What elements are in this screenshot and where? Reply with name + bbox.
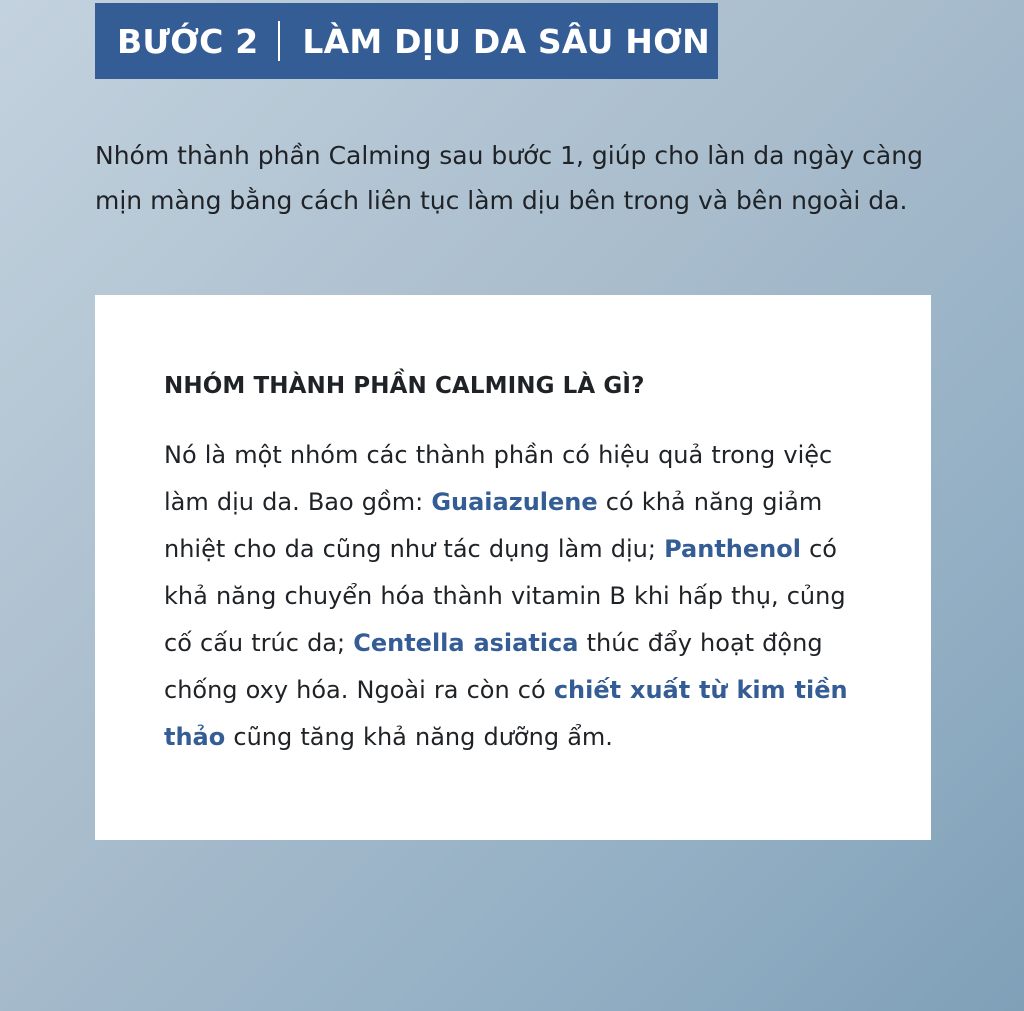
body-line-6	[164, 667, 863, 714]
info-card	[95, 295, 931, 840]
intro-line-1: Nhóm thành phần Calming sau bước 1, giúp cho làn da ngày càng	[95, 141, 923, 170]
body-text: cũng tăng khả năng dưỡng ẩm.	[225, 723, 613, 751]
body-text: thúc đẩy hoạt động	[578, 629, 823, 657]
ingredient-guaiazulene: Guaiazulene	[431, 488, 598, 516]
body-line-2	[164, 479, 863, 526]
body-text: làm dịu da. Bao gồm:	[164, 488, 432, 516]
step-banner	[95, 3, 718, 79]
body-text: có khả năng giảm	[597, 488, 823, 516]
ingredient-kim-tien-thao-part-1: chiết xuất từ kim tiền	[553, 676, 848, 704]
step-title: LÀM DỊU DA SÂU HƠN	[302, 21, 710, 61]
step-number: BƯỚC 2	[117, 21, 259, 61]
body-text: khả năng chuyển hóa thành vitamin B khi hấp thụ, củng	[164, 582, 846, 610]
body-text: chống oxy hóa. Ngoài ra còn có	[164, 676, 554, 704]
intro-text	[95, 133, 955, 223]
body-line-4	[164, 573, 863, 620]
ingredient-kim-tien-thao-part-2: thảo	[164, 723, 226, 751]
ingredient-centella-asiatica: Centella asiatica	[353, 629, 579, 657]
body-text: nhiệt cho da cũng như tác dụng làm dịu;	[164, 535, 665, 563]
card-body	[164, 432, 863, 761]
body-line-5	[164, 620, 863, 667]
card-heading: NHÓM THÀNH PHẦN CALMING LÀ GÌ?	[164, 373, 645, 399]
body-text: cố cấu trúc da;	[164, 629, 354, 657]
intro-line-2: mịn màng bằng cách liên tục làm dịu bên trong và bên ngoài da.	[95, 186, 908, 215]
body-text: có	[800, 535, 837, 563]
body-line-3	[164, 526, 863, 573]
body-line-1	[164, 432, 863, 479]
body-text: Nó là một nhóm các thành phần có hiệu quả trong việc	[164, 441, 833, 469]
body-line-7	[164, 714, 863, 761]
ingredient-panthenol: Panthenol	[664, 535, 801, 563]
banner-divider	[278, 21, 280, 61]
